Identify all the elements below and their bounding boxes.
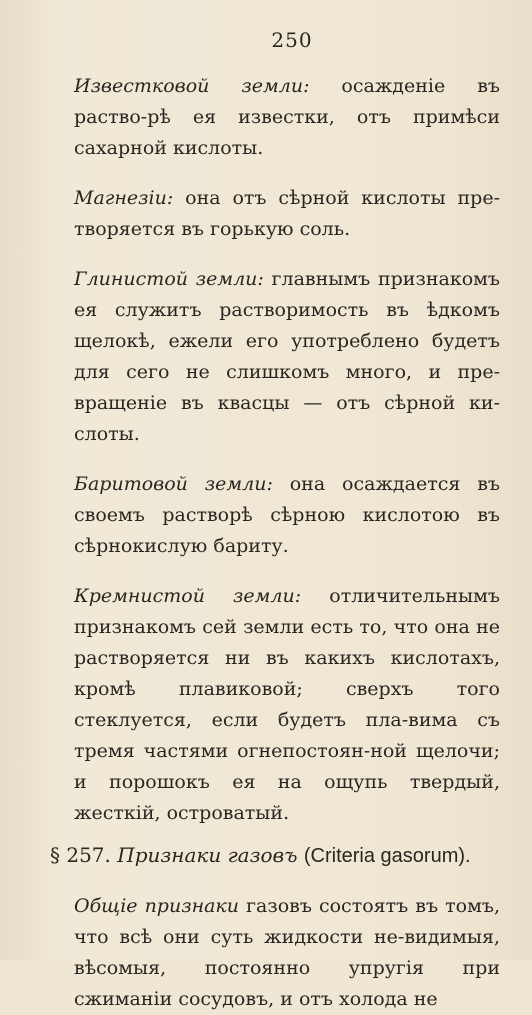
entry-clay (74, 264, 500, 450)
section-heading (50, 839, 500, 872)
page-number: 250 (271, 28, 313, 52)
entry-term: Баритовой земли: (74, 473, 273, 495)
entry-magnesia (74, 183, 500, 245)
entry-barite (74, 469, 500, 562)
entry-lime (74, 71, 500, 164)
section-latin-title: (Criteria gasorum). (303, 845, 471, 867)
section-number: § 257. (50, 843, 111, 867)
entry-text: отличительнымъ признакомъ сей земли есть то, что она не растворяется ни въ какихъ кислотахъ, кромѣ плавиковой; сверхъ того стеклуется, если будетъ пла-вима съ тремя частями огнепостоян-ной щелочи; и порошокъ ея на ощупь твердый, жесткій, островатый. (74, 585, 500, 824)
entry-term: Глинистой земли: (74, 268, 264, 290)
entry-text: главнымъ признакомъ ея служитъ растворимость въ ѣдкомъ щелокѣ, ежели его употреблено будетъ для сего не слишкомъ много, и пре-вращеніе въ квасцы — отъ сѣрной ки-слоты. (74, 268, 500, 445)
entry-silica (74, 581, 500, 829)
entry-term: Известковой земли: (74, 75, 310, 97)
entry-term: Кремнистой земли: (74, 585, 302, 607)
entry-term: Общіе признаки (74, 895, 239, 917)
entry-text: осажденіе въ раство-рѣ ея известки, отъ примѣси сахарной кислоты. (74, 75, 500, 159)
section-title: Признаки газовъ (117, 843, 298, 867)
entry-text: она отъ сѣрной кислоты пре-творяется въ горькую соль. (74, 187, 500, 240)
entry-term: Магнезіи: (74, 187, 174, 209)
entry-text: газовъ состоятъ въ томъ, что всѣ они суть жидкости не-видимыя, вѣсомыя, постоянно упругія при сжиманіи сосудовъ, и отъ холода не (74, 895, 500, 1010)
entry-gases-general (74, 891, 500, 1015)
entry-text: она осаждается въ своемъ растворѣ сѣрною кислотою въ сѣрнокислую бариту. (74, 473, 500, 557)
